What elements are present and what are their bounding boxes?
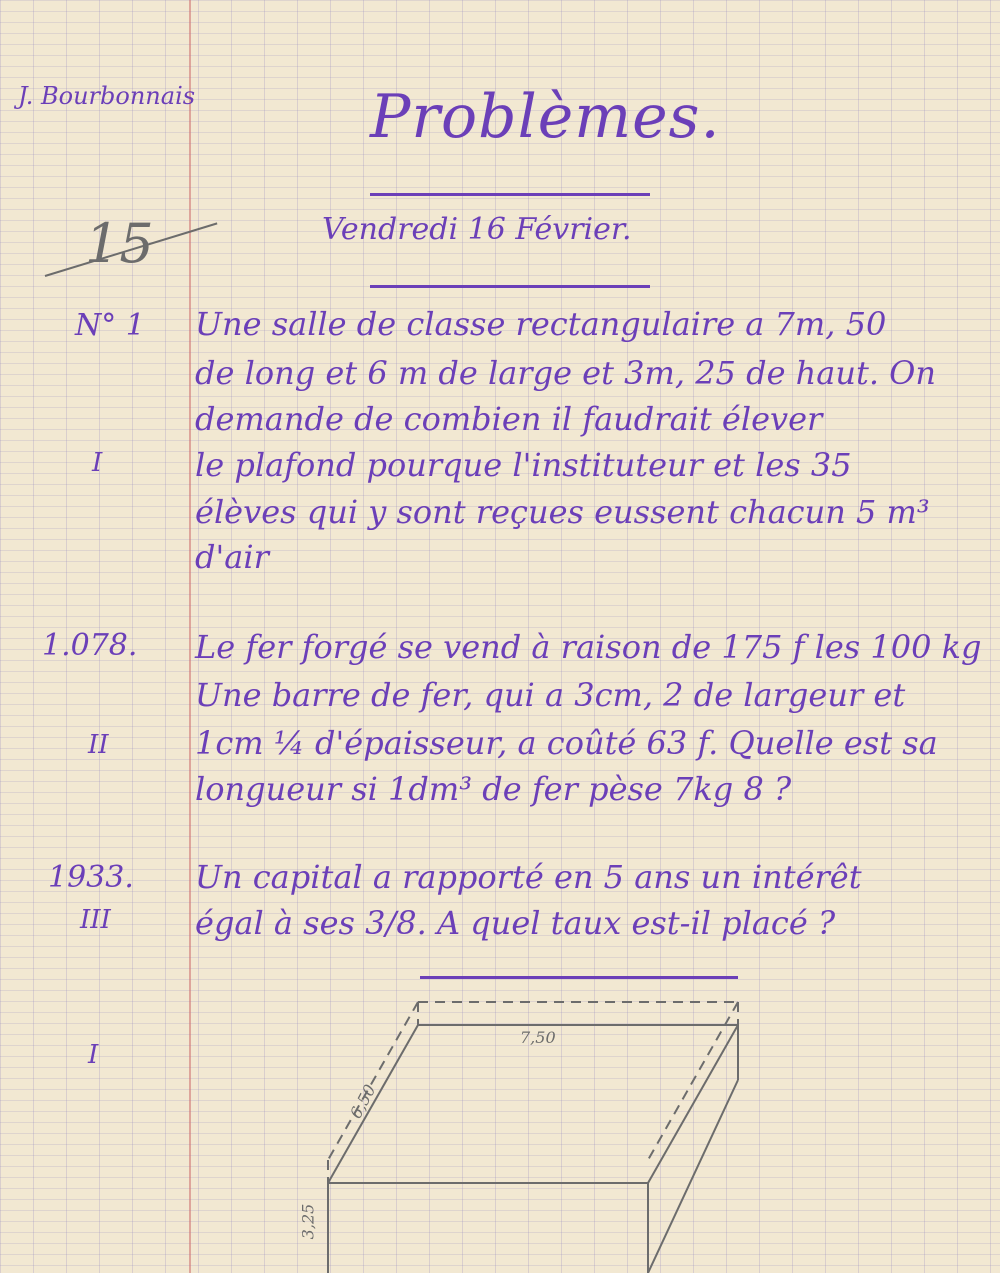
title-underline: [370, 193, 650, 196]
problem-3-number: 1933.: [48, 860, 134, 895]
author-name: J. Bourbonnais: [18, 82, 196, 110]
problem-1-line-6: d'air: [195, 538, 269, 576]
problem-3-line-2: égal à ses 3/8. A quel taux est-il placé ?: [195, 904, 836, 942]
problem-3-roman: III: [80, 905, 111, 935]
problem-1-line-5: élèves qui y sont reçues eussent chacun 5 m³: [195, 493, 930, 531]
page-title: Problèmes.: [370, 82, 721, 152]
margin-line: [189, 0, 191, 1273]
date-line: Vendredi 16 Février.: [322, 212, 632, 247]
problem-3-line-1: Un capital a rapporté en 5 ans un intérêt: [195, 858, 862, 896]
top-right-edge: [648, 1025, 738, 1183]
problem-1-number: N° 1: [75, 308, 145, 343]
problem-1-line-1: Une salle de classe rectangulaire a 7m, 50: [195, 305, 887, 343]
problem-1-roman: I: [92, 448, 103, 478]
problem-2-line-1: Le fer forgé se vend à raison de 175 f les 100 kg: [195, 628, 982, 666]
grade-mark: 15: [85, 212, 154, 275]
side-bottom-edge: [648, 1080, 738, 1273]
top-left-edge: [328, 1025, 418, 1183]
problem-2-line-2: Une barre de fer, qui a 3cm, 2 de largeur et: [195, 676, 906, 714]
problem-2-line-3: 1cm ¼ d'épaisseur, a coûté 63 f. Quelle est sa: [195, 724, 938, 762]
problem-2-line-4: longueur si 1dm³ de fer pèse 7kg 8 ?: [195, 770, 792, 808]
sketch-height-label: 3,25: [298, 1203, 318, 1240]
problem-1-line-2: de long et 6 m de large et 3m, 25 de haut. On: [195, 354, 937, 392]
problem-1-line-3: demande de combien il faudrait élever: [195, 400, 823, 438]
problem-1-line-4: le plafond pourque l'instituteur et les 35: [195, 446, 852, 484]
section-divider: [420, 976, 738, 979]
margin-mark: I: [88, 1040, 99, 1070]
raised-ceiling-left: [328, 1002, 418, 1160]
problem-2-roman: II: [88, 730, 109, 760]
problem-2-number: 1.078.: [42, 628, 138, 663]
sketch-length-label: 7,50: [520, 1028, 556, 1047]
date-underline: [370, 285, 650, 288]
sketch-width-label: 6,50: [346, 1081, 380, 1122]
